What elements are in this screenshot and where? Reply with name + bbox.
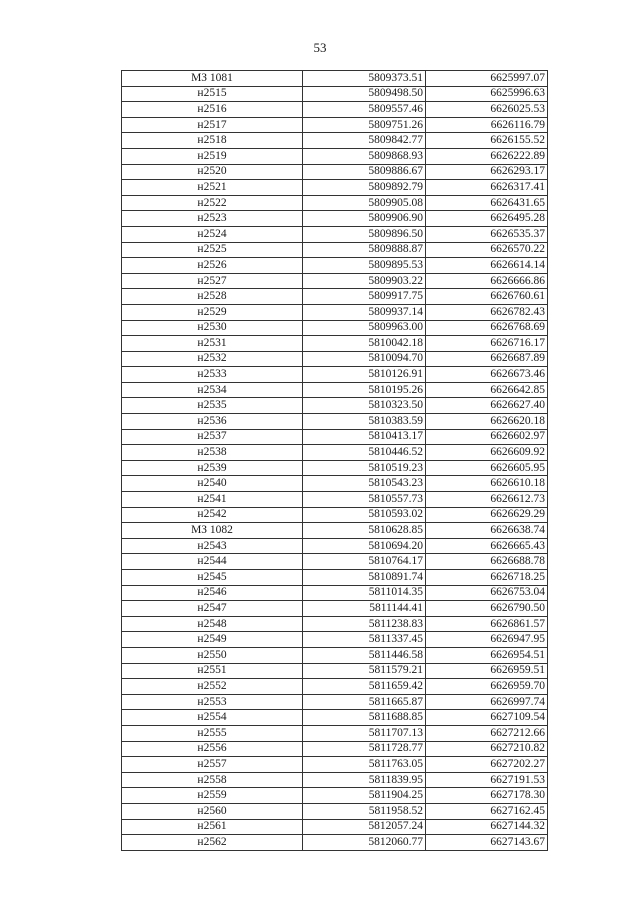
point-id-cell: н2549 bbox=[122, 632, 303, 648]
table-row bbox=[122, 180, 548, 196]
y-coordinate-cell: 6626614.14 bbox=[426, 258, 548, 274]
point-id-cell: н2534 bbox=[122, 382, 303, 398]
table-row bbox=[122, 803, 548, 819]
x-coordinate-cell: 5809868.93 bbox=[303, 148, 426, 164]
x-coordinate-cell: 5809895.53 bbox=[303, 258, 426, 274]
point-id-cell: н2521 bbox=[122, 180, 303, 196]
point-id-cell: н2523 bbox=[122, 211, 303, 227]
point-id-cell: н2555 bbox=[122, 725, 303, 741]
table-row bbox=[122, 211, 548, 227]
x-coordinate-cell: 5809751.26 bbox=[303, 117, 426, 133]
x-coordinate-cell: 5812060.77 bbox=[303, 835, 426, 851]
y-coordinate-cell: 6627144.32 bbox=[426, 819, 548, 835]
x-coordinate-cell: 5811579.21 bbox=[303, 663, 426, 679]
table-row bbox=[122, 86, 548, 102]
x-coordinate-cell: 5810042.18 bbox=[303, 336, 426, 352]
point-id-cell: н2547 bbox=[122, 601, 303, 617]
table-row bbox=[122, 757, 548, 773]
point-id-cell: н2558 bbox=[122, 772, 303, 788]
x-coordinate-cell: 5809905.08 bbox=[303, 195, 426, 211]
point-id-cell: н2543 bbox=[122, 538, 303, 554]
point-id-cell: н2518 bbox=[122, 133, 303, 149]
x-coordinate-cell: 5810764.17 bbox=[303, 554, 426, 570]
point-id-cell: н2525 bbox=[122, 242, 303, 258]
y-coordinate-cell: 6626602.97 bbox=[426, 429, 548, 445]
x-coordinate-cell: 5811958.52 bbox=[303, 803, 426, 819]
point-id-cell: н2541 bbox=[122, 492, 303, 508]
y-coordinate-cell: 6626687.89 bbox=[426, 351, 548, 367]
table-row bbox=[122, 304, 548, 320]
table-row bbox=[122, 164, 548, 180]
y-coordinate-cell: 6626025.53 bbox=[426, 102, 548, 118]
point-id-cell: н2557 bbox=[122, 757, 303, 773]
y-coordinate-cell: 6626570.22 bbox=[426, 242, 548, 258]
point-id-cell: н2516 bbox=[122, 102, 303, 118]
x-coordinate-cell: 5809888.87 bbox=[303, 242, 426, 258]
y-coordinate-cell: 6626638.74 bbox=[426, 523, 548, 539]
point-id-cell: н2550 bbox=[122, 647, 303, 663]
x-coordinate-cell: 5810195.26 bbox=[303, 382, 426, 398]
y-coordinate-cell: 6626629.29 bbox=[426, 507, 548, 523]
x-coordinate-cell: 5811659.42 bbox=[303, 679, 426, 695]
x-coordinate-cell: 5809373.51 bbox=[303, 71, 426, 87]
point-id-cell: н2515 bbox=[122, 86, 303, 102]
table-row bbox=[122, 289, 548, 305]
y-coordinate-cell: 6627178.30 bbox=[426, 788, 548, 804]
y-coordinate-cell: 6626959.51 bbox=[426, 663, 548, 679]
x-coordinate-cell: 5810383.59 bbox=[303, 414, 426, 430]
table-row bbox=[122, 398, 548, 414]
table-row bbox=[122, 382, 548, 398]
x-coordinate-cell: 5811337.45 bbox=[303, 632, 426, 648]
x-coordinate-cell: 5810323.50 bbox=[303, 398, 426, 414]
point-id-cell: МЗ 1082 bbox=[122, 523, 303, 539]
point-id-cell: н2556 bbox=[122, 741, 303, 757]
table-row bbox=[122, 632, 548, 648]
y-coordinate-cell: 6626688.78 bbox=[426, 554, 548, 570]
table-row bbox=[122, 336, 548, 352]
y-coordinate-cell: 6626222.89 bbox=[426, 148, 548, 164]
point-id-cell: н2535 bbox=[122, 398, 303, 414]
point-id-cell: н2524 bbox=[122, 226, 303, 242]
x-coordinate-cell: 5810891.74 bbox=[303, 570, 426, 586]
table-row bbox=[122, 538, 548, 554]
table-row bbox=[122, 351, 548, 367]
table-row bbox=[122, 320, 548, 336]
x-coordinate-cell: 5810413.17 bbox=[303, 429, 426, 445]
y-coordinate-cell: 6626610.18 bbox=[426, 476, 548, 492]
table-row bbox=[122, 367, 548, 383]
y-coordinate-cell: 6626673.46 bbox=[426, 367, 548, 383]
x-coordinate-cell: 5810543.23 bbox=[303, 476, 426, 492]
table-row bbox=[122, 226, 548, 242]
table-row bbox=[122, 476, 548, 492]
point-id-cell: н2538 bbox=[122, 445, 303, 461]
y-coordinate-cell: 6626431.65 bbox=[426, 195, 548, 211]
y-coordinate-cell: 6625996.63 bbox=[426, 86, 548, 102]
y-coordinate-cell: 6626495.28 bbox=[426, 211, 548, 227]
y-coordinate-cell: 6627109.54 bbox=[426, 710, 548, 726]
table-row bbox=[122, 585, 548, 601]
table-row bbox=[122, 148, 548, 164]
x-coordinate-cell: 5810557.73 bbox=[303, 492, 426, 508]
y-coordinate-cell: 6625997.07 bbox=[426, 71, 548, 87]
table-row bbox=[122, 554, 548, 570]
table-row bbox=[122, 616, 548, 632]
y-coordinate-cell: 6626116.79 bbox=[426, 117, 548, 133]
point-id-cell: н2537 bbox=[122, 429, 303, 445]
y-coordinate-cell: 6627191.53 bbox=[426, 772, 548, 788]
table-row bbox=[122, 460, 548, 476]
point-id-cell: н2561 bbox=[122, 819, 303, 835]
x-coordinate-cell: 5810519.23 bbox=[303, 460, 426, 476]
y-coordinate-cell: 6626954.51 bbox=[426, 647, 548, 663]
table-row bbox=[122, 835, 548, 851]
point-id-cell: н2526 bbox=[122, 258, 303, 274]
point-id-cell: н2531 bbox=[122, 336, 303, 352]
table-row bbox=[122, 710, 548, 726]
y-coordinate-cell: 6627162.45 bbox=[426, 803, 548, 819]
x-coordinate-cell: 5811014.35 bbox=[303, 585, 426, 601]
y-coordinate-cell: 6627202.27 bbox=[426, 757, 548, 773]
x-coordinate-cell: 5809842.77 bbox=[303, 133, 426, 149]
y-coordinate-cell: 6626790.50 bbox=[426, 601, 548, 617]
y-coordinate-cell: 6626535.37 bbox=[426, 226, 548, 242]
y-coordinate-cell: 6626293.17 bbox=[426, 164, 548, 180]
x-coordinate-cell: 5810094.70 bbox=[303, 351, 426, 367]
table-row bbox=[122, 741, 548, 757]
table-row bbox=[122, 242, 548, 258]
y-coordinate-cell: 6626665.43 bbox=[426, 538, 548, 554]
table-row bbox=[122, 601, 548, 617]
x-coordinate-cell: 5811904.25 bbox=[303, 788, 426, 804]
point-id-cell: н2553 bbox=[122, 694, 303, 710]
y-coordinate-cell: 6626317.41 bbox=[426, 180, 548, 196]
coordinates-table-container bbox=[121, 70, 548, 851]
x-coordinate-cell: 5811665.87 bbox=[303, 694, 426, 710]
y-coordinate-cell: 6626782.43 bbox=[426, 304, 548, 320]
table-row bbox=[122, 788, 548, 804]
point-id-cell: н2522 bbox=[122, 195, 303, 211]
y-coordinate-cell: 6626642.85 bbox=[426, 382, 548, 398]
y-coordinate-cell: 6626861.57 bbox=[426, 616, 548, 632]
y-coordinate-cell: 6626620.18 bbox=[426, 414, 548, 430]
table-row bbox=[122, 647, 548, 663]
x-coordinate-cell: 5809917.75 bbox=[303, 289, 426, 305]
table-row bbox=[122, 429, 548, 445]
point-id-cell: н2520 bbox=[122, 164, 303, 180]
y-coordinate-cell: 6626997.74 bbox=[426, 694, 548, 710]
point-id-cell: н2536 bbox=[122, 414, 303, 430]
y-coordinate-cell: 6627212.66 bbox=[426, 725, 548, 741]
y-coordinate-cell: 6626612.73 bbox=[426, 492, 548, 508]
y-coordinate-cell: 6626753.04 bbox=[426, 585, 548, 601]
x-coordinate-cell: 5811446.58 bbox=[303, 647, 426, 663]
y-coordinate-cell: 6627210.82 bbox=[426, 741, 548, 757]
x-coordinate-cell: 5811839.95 bbox=[303, 772, 426, 788]
table-row bbox=[122, 195, 548, 211]
x-coordinate-cell: 5809557.46 bbox=[303, 102, 426, 118]
point-id-cell: н2551 bbox=[122, 663, 303, 679]
table-row bbox=[122, 258, 548, 274]
coordinates-table bbox=[121, 70, 548, 851]
point-id-cell: н2548 bbox=[122, 616, 303, 632]
table-row bbox=[122, 414, 548, 430]
y-coordinate-cell: 6626627.40 bbox=[426, 398, 548, 414]
coordinates-table-body bbox=[122, 71, 548, 851]
y-coordinate-cell: 6626768.69 bbox=[426, 320, 548, 336]
table-row bbox=[122, 663, 548, 679]
x-coordinate-cell: 5810694.20 bbox=[303, 538, 426, 554]
x-coordinate-cell: 5811728.77 bbox=[303, 741, 426, 757]
point-id-cell: н2545 bbox=[122, 570, 303, 586]
table-row bbox=[122, 492, 548, 508]
y-coordinate-cell: 6626155.52 bbox=[426, 133, 548, 149]
table-row bbox=[122, 570, 548, 586]
point-id-cell: н2532 bbox=[122, 351, 303, 367]
y-coordinate-cell: 6626718.25 bbox=[426, 570, 548, 586]
x-coordinate-cell: 5809903.22 bbox=[303, 273, 426, 289]
x-coordinate-cell: 5812057.24 bbox=[303, 819, 426, 835]
y-coordinate-cell: 6626959.70 bbox=[426, 679, 548, 695]
point-id-cell: МЗ 1081 bbox=[122, 71, 303, 87]
x-coordinate-cell: 5810628.85 bbox=[303, 523, 426, 539]
x-coordinate-cell: 5811144.41 bbox=[303, 601, 426, 617]
y-coordinate-cell: 6626947.95 bbox=[426, 632, 548, 648]
y-coordinate-cell: 6626760.61 bbox=[426, 289, 548, 305]
x-coordinate-cell: 5809906.90 bbox=[303, 211, 426, 227]
y-coordinate-cell: 6626605.95 bbox=[426, 460, 548, 476]
y-coordinate-cell: 6627143.67 bbox=[426, 835, 548, 851]
point-id-cell: н2554 bbox=[122, 710, 303, 726]
table-row bbox=[122, 694, 548, 710]
x-coordinate-cell: 5811763.05 bbox=[303, 757, 426, 773]
x-coordinate-cell: 5809892.79 bbox=[303, 180, 426, 196]
point-id-cell: н2519 bbox=[122, 148, 303, 164]
x-coordinate-cell: 5810126.91 bbox=[303, 367, 426, 383]
table-row bbox=[122, 523, 548, 539]
table-row bbox=[122, 507, 548, 523]
x-coordinate-cell: 5810593.02 bbox=[303, 507, 426, 523]
point-id-cell: н2562 bbox=[122, 835, 303, 851]
x-coordinate-cell: 5809937.14 bbox=[303, 304, 426, 320]
table-row bbox=[122, 71, 548, 87]
x-coordinate-cell: 5811707.13 bbox=[303, 725, 426, 741]
point-id-cell: н2559 bbox=[122, 788, 303, 804]
table-row bbox=[122, 772, 548, 788]
point-id-cell: н2528 bbox=[122, 289, 303, 305]
x-coordinate-cell: 5811688.85 bbox=[303, 710, 426, 726]
point-id-cell: н2560 bbox=[122, 803, 303, 819]
table-row bbox=[122, 725, 548, 741]
table-row bbox=[122, 819, 548, 835]
table-row bbox=[122, 273, 548, 289]
point-id-cell: н2517 bbox=[122, 117, 303, 133]
x-coordinate-cell: 5809886.67 bbox=[303, 164, 426, 180]
point-id-cell: н2529 bbox=[122, 304, 303, 320]
y-coordinate-cell: 6626666.86 bbox=[426, 273, 548, 289]
point-id-cell: н2542 bbox=[122, 507, 303, 523]
y-coordinate-cell: 6626716.17 bbox=[426, 336, 548, 352]
point-id-cell: н2552 bbox=[122, 679, 303, 695]
y-coordinate-cell: 6626609.92 bbox=[426, 445, 548, 461]
point-id-cell: н2540 bbox=[122, 476, 303, 492]
table-row bbox=[122, 445, 548, 461]
point-id-cell: н2527 bbox=[122, 273, 303, 289]
x-coordinate-cell: 5809896.50 bbox=[303, 226, 426, 242]
x-coordinate-cell: 5811238.83 bbox=[303, 616, 426, 632]
x-coordinate-cell: 5809963.00 bbox=[303, 320, 426, 336]
table-row bbox=[122, 102, 548, 118]
table-row bbox=[122, 679, 548, 695]
table-row bbox=[122, 133, 548, 149]
point-id-cell: н2546 bbox=[122, 585, 303, 601]
point-id-cell: н2530 bbox=[122, 320, 303, 336]
point-id-cell: н2539 bbox=[122, 460, 303, 476]
point-id-cell: н2544 bbox=[122, 554, 303, 570]
x-coordinate-cell: 5810446.52 bbox=[303, 445, 426, 461]
page-number: 53 bbox=[313, 40, 327, 55]
table-row bbox=[122, 117, 548, 133]
point-id-cell: н2533 bbox=[122, 367, 303, 383]
x-coordinate-cell: 5809498.50 bbox=[303, 86, 426, 102]
